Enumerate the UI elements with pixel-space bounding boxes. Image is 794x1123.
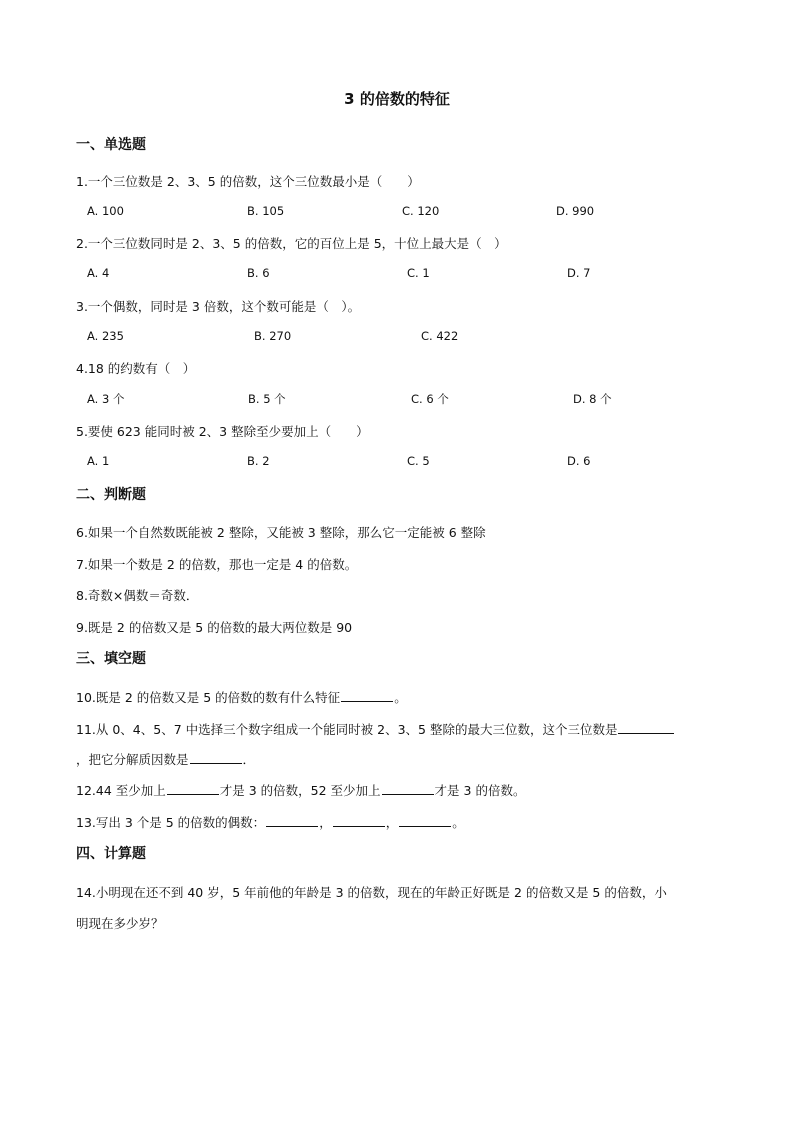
question-9: 9.既是 2 的倍数又是 5 的倍数的最大两位数是 90 [76, 620, 353, 635]
page-title: 3 的倍数的特征 [344, 90, 450, 108]
question-13-end: 。 [452, 815, 465, 830]
answer-blank[interactable] [167, 782, 219, 795]
question-13 [76, 813, 465, 831]
option-a: A. 3 个 [87, 392, 125, 406]
question-8: 8.奇数×偶数＝奇数． [76, 588, 199, 603]
section-heading-calc: 四、计算题 [76, 846, 146, 862]
option-a: A. 4 [87, 266, 110, 280]
option-c: C. 422 [421, 329, 459, 343]
option-a: A. 1 [87, 454, 110, 468]
question-11-text: 11.从 0、4、5、7 中选择三个数字组成一个能同时被 2、3、5 整除的最大三位数，这个三位数是 [76, 722, 618, 737]
separator: ， [385, 815, 399, 830]
question-11-line1 [76, 720, 675, 738]
option-d: D. 6 [567, 454, 591, 468]
question-10 [76, 688, 407, 706]
question-12-text-2: 才是 3 的倍数，52 至少加上 [219, 783, 381, 798]
question-12-text-1: 12.44 至少加上 [76, 783, 166, 798]
option-b: B. 105 [247, 204, 285, 218]
section-heading-fill: 三、填空题 [76, 651, 146, 667]
answer-blank[interactable] [266, 814, 318, 827]
question-14-line1: 14.小明现在还不到 40 岁，5 年前他的年龄是 3 的倍数，现在的年龄正好既是 2 的倍数又是 5 的倍数，小 [76, 885, 667, 900]
question-11-line2 [76, 750, 255, 768]
question-12 [76, 781, 525, 799]
option-b: B. 6 [247, 266, 270, 280]
option-a: A. 100 [87, 204, 124, 218]
answer-blank[interactable] [333, 814, 385, 827]
answer-blank[interactable] [190, 751, 242, 764]
answer-blank[interactable] [382, 782, 434, 795]
option-d: D. 990 [556, 204, 595, 218]
option-c: C. 5 [407, 454, 430, 468]
question-4: 4.18 的约数有（ ） [76, 361, 196, 376]
question-12-text-3: 才是 3 的倍数。 [434, 783, 526, 798]
option-c: C. 6 个 [411, 392, 449, 406]
option-d: D. 7 [567, 266, 591, 280]
option-c: C. 1 [407, 266, 430, 280]
question-5: 5.要使 623 能同时被 2、3 整除至少要加上（ ） [76, 424, 369, 439]
question-3: 3.一个偶数，同时是 3 倍数，这个数可能是（ ）。 [76, 299, 361, 314]
answer-blank[interactable] [618, 721, 674, 734]
question-10-text: 10.既是 2 的倍数又是 5 的倍数的数有什么特征 [76, 690, 341, 705]
section-heading-judge: 二、判断题 [76, 487, 146, 503]
question-6: 6.如果一个自然数既能被 2 整除，又能被 3 整除，那么它一定能被 6 整除 [76, 525, 486, 540]
question-10-end: 。 [394, 690, 407, 705]
option-d: D. 8 个 [573, 392, 612, 406]
question-7: 7.如果一个数是 2 的倍数，那也一定是 4 的倍数。 [76, 557, 358, 572]
option-c: C. 120 [402, 204, 440, 218]
question-1: 1.一个三位数是 2、3、5 的倍数，这个三位数最小是（ ） [76, 174, 420, 189]
option-b: B. 270 [254, 329, 292, 343]
question-13-text: 13.写出 3 个是 5 的倍数的偶数： [76, 815, 266, 830]
answer-blank[interactable] [341, 689, 393, 702]
question-11-end: ． [242, 752, 256, 767]
answer-blank[interactable] [399, 814, 451, 827]
option-a: A. 235 [87, 329, 124, 343]
separator: ， [319, 815, 332, 830]
option-b: B. 2 [247, 454, 270, 468]
question-14-line2: 明现在多少岁？ [76, 916, 164, 931]
option-b: B. 5 个 [248, 392, 286, 406]
section-heading-single-choice: 一、单选题 [76, 137, 146, 153]
question-2: 2.一个三位数同时是 2、3、5 的倍数，它的百位上是 5，十位上最大是（ ） [76, 236, 507, 251]
question-11-text-2: ，把它分解质因数是 [76, 752, 189, 767]
